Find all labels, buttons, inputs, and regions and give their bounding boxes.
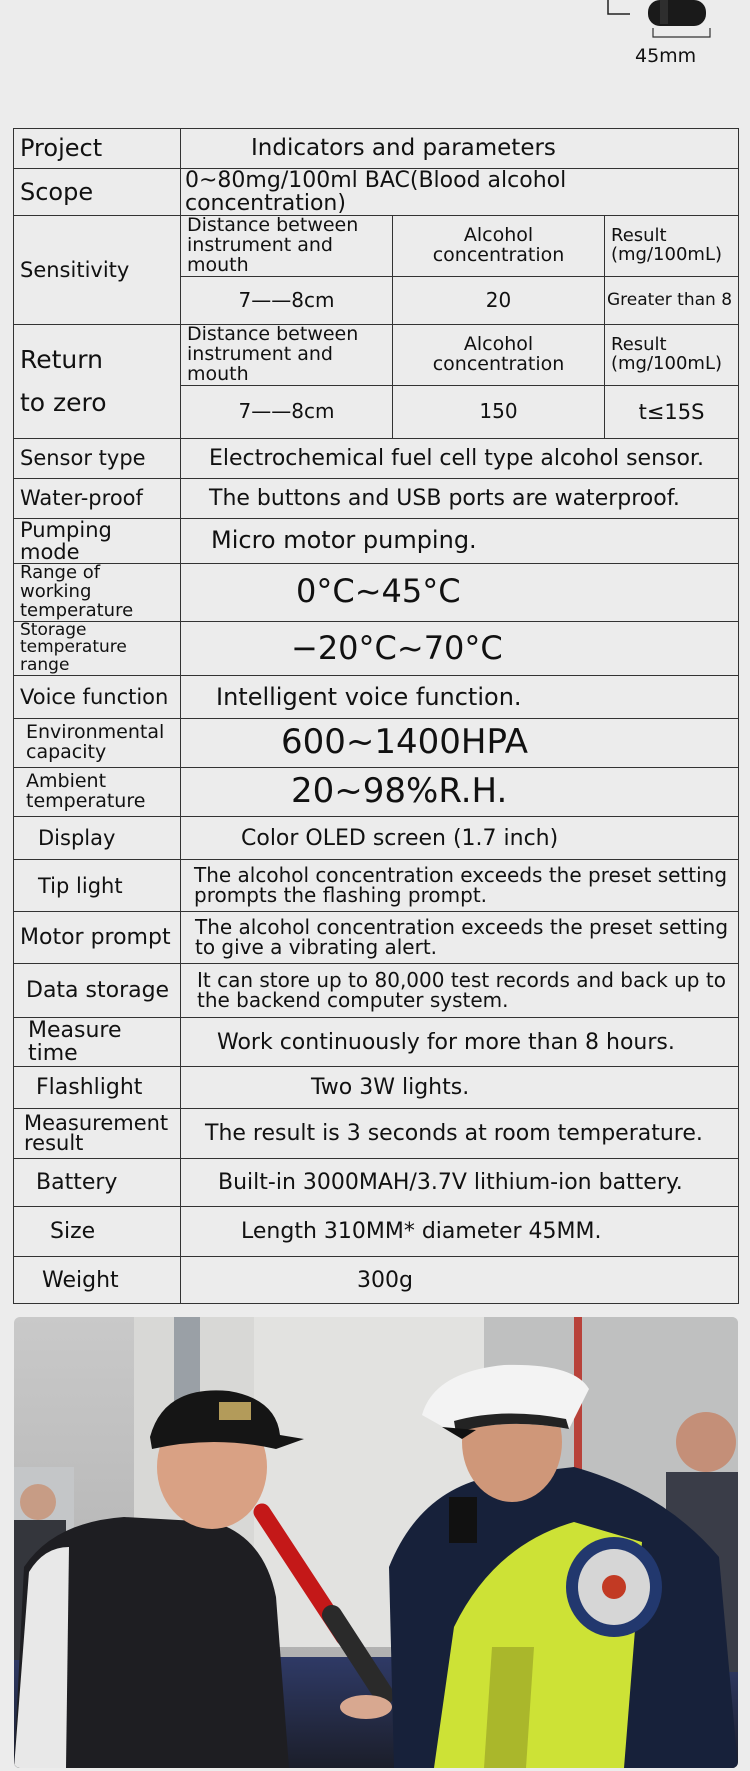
row-label: Weight: [14, 1257, 181, 1304]
row-value: Color OLED screen (1.7 inch): [181, 817, 739, 860]
concentration-value: 150: [393, 385, 605, 438]
row-label: Size: [14, 1207, 181, 1257]
table-row: [14, 912, 739, 964]
row-value: Work continuously for more than 8 hours.: [181, 1018, 739, 1067]
row-value: 300g: [181, 1257, 739, 1304]
row-label: Project: [14, 129, 181, 169]
row-label: Display: [14, 817, 181, 860]
sensitivity-label: Sensitivity: [14, 216, 181, 325]
row-label: Flashlight: [14, 1067, 181, 1109]
table-row: [14, 1159, 739, 1207]
row-label: Pumping mode: [14, 518, 181, 563]
table-row: [14, 563, 739, 621]
row-label: Sensor type: [14, 438, 181, 478]
distance-value: 7——8cm: [181, 385, 393, 438]
table-row: [14, 1109, 739, 1159]
row-value: Built-in 3000MAH/3.7V lithium-ion battery.: [181, 1159, 739, 1207]
row-value: The alcohol concentration exceeds the preset setting to give a vibrating alert.: [181, 912, 739, 964]
sub-header: Alcohol concentration: [393, 216, 605, 277]
sub-header: Distance between instrument and mouth: [181, 216, 393, 277]
spec-table: [13, 128, 739, 1304]
table-row: [14, 518, 739, 563]
row-value: Micro motor pumping.: [181, 518, 739, 563]
row-label: Voice function: [14, 676, 181, 719]
row-label: Motor prompt: [14, 912, 181, 964]
table-row: [14, 964, 739, 1018]
breathalyzer-test-photo: [14, 1317, 738, 1768]
table-row: [14, 325, 739, 386]
row-value: 600~1400HPA: [181, 719, 739, 768]
row-value: Two 3W lights.: [181, 1067, 739, 1109]
row-label: Scope: [14, 169, 181, 216]
row-value: 0°C~45°C: [181, 563, 739, 621]
row-label: Measurement result: [14, 1109, 181, 1159]
table-row: [14, 1207, 739, 1257]
table-row: [14, 478, 739, 518]
row-value: It can store up to 80,000 test records and back up to the backend computer system.: [181, 964, 739, 1018]
label-line: to zero: [20, 388, 107, 418]
row-value: 0~80mg/100ml BAC(Blood alcohol concentration): [181, 169, 739, 216]
table-row: [14, 719, 739, 768]
row-value: The alcohol concentration exceeds the preset setting prompts the flashing prompt.: [181, 860, 739, 912]
row-value: Indicators and parameters: [181, 129, 739, 169]
concentration-value: 20: [393, 277, 605, 325]
row-value: The result is 3 seconds at room temperature.: [181, 1109, 739, 1159]
sub-header: Alcohol concentration: [393, 325, 605, 386]
distance-value: 7——8cm: [181, 277, 393, 325]
table-row: [14, 1018, 739, 1067]
row-value: 20~98%R.H.: [181, 768, 739, 817]
row-label: Measure time: [14, 1018, 181, 1067]
table-row: [14, 438, 739, 478]
table-row: [14, 1067, 739, 1109]
row-label: Tip light: [14, 860, 181, 912]
row-label: Battery: [14, 1159, 181, 1207]
row-value: −20°C~70°C: [181, 621, 739, 676]
row-label: Range of working temperature: [14, 563, 181, 621]
table-row: [14, 216, 739, 277]
row-label: Data storage: [14, 964, 181, 1018]
table-row: [14, 1257, 739, 1304]
table-row: [14, 169, 739, 216]
sub-header: Result (mg/100mL): [605, 216, 739, 277]
table-row: [14, 129, 739, 169]
table-row: [14, 817, 739, 860]
row-value: The buttons and USB ports are waterproof.: [181, 478, 739, 518]
sub-header: Result (mg/100mL): [605, 325, 739, 386]
table-row: [14, 621, 739, 676]
row-label: Storage temperature range: [14, 621, 181, 676]
row-label: Ambient temperature: [14, 768, 181, 817]
row-label: Environmental capacity: [14, 719, 181, 768]
result-value: t≤15S: [605, 385, 739, 438]
label-line: Return: [20, 344, 103, 374]
sub-header: Distance between instrument and mouth: [181, 325, 393, 386]
return-to-zero-label: [14, 325, 181, 439]
row-label: Water-proof: [14, 478, 181, 518]
table-row: [14, 676, 739, 719]
row-value: Electrochemical fuel cell type alcohol sensor.: [181, 438, 739, 478]
row-value: Intelligent voice function.: [181, 676, 739, 719]
dimension-label: 45mm: [635, 45, 697, 67]
table-row: [14, 860, 739, 912]
result-value: Greater than 8: [605, 277, 739, 325]
row-value: Length 310MM* diameter 45MM.: [181, 1207, 739, 1257]
table-row: [14, 768, 739, 817]
